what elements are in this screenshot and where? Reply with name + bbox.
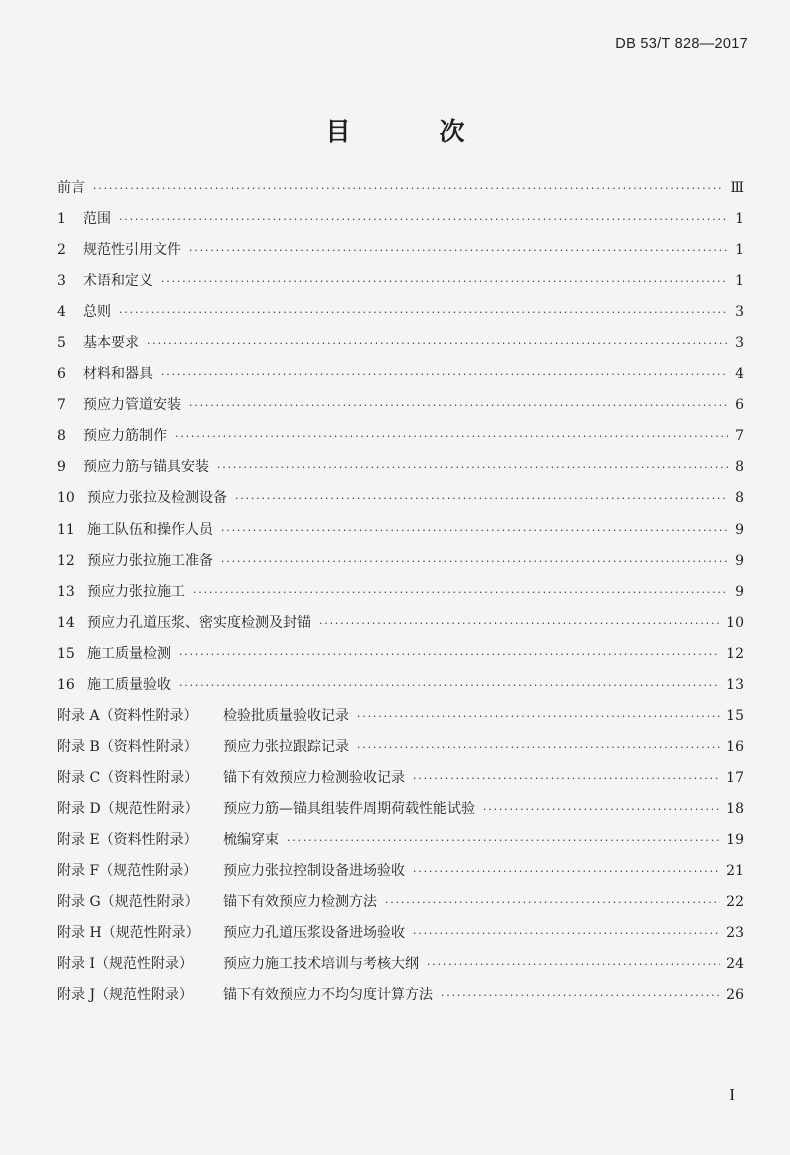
toc-entry-title: 材料和器具 — [83, 366, 153, 383]
toc-entry-page: 3 — [735, 335, 744, 352]
dot-leader — [119, 297, 728, 328]
toc-entry-number: 附录 J（规范性附录） — [57, 987, 194, 1004]
dot-leader — [319, 608, 720, 639]
toc-entry[interactable] — [57, 608, 744, 639]
toc-entry-number: 5 — [57, 335, 66, 352]
toc-entry-title: 预应力筋与锚具安装 — [83, 459, 209, 476]
dot-leader — [93, 173, 724, 204]
toc-entry-number: 15 — [57, 645, 75, 662]
toc-entry-title: 预应力张拉施工准备 — [87, 552, 213, 569]
toc-appendix-entry[interactable] — [57, 856, 744, 887]
toc-entry-title: 范围 — [83, 211, 111, 228]
toc-entry-number: 13 — [57, 583, 75, 600]
toc-entry[interactable] — [57, 670, 744, 701]
toc-entry-number: 6 — [57, 366, 66, 383]
toc-entry-page: 4 — [735, 366, 744, 383]
toc-entry-page: 9 — [735, 583, 744, 600]
toc-appendix-entry[interactable] — [57, 980, 744, 1011]
toc-entry-number: 11 — [57, 521, 75, 538]
toc-entry-page: 12 — [726, 645, 744, 662]
toc-entry-title: 预应力施工技术培训与考核大纲 — [223, 956, 419, 973]
toc-entry[interactable] — [57, 390, 744, 421]
toc-entry-title: 施工质量检测 — [87, 645, 171, 662]
dot-leader — [413, 856, 720, 887]
toc-entry-title: 规范性引用文件 — [83, 242, 181, 259]
standard-code: DB 53/T 828—2017 — [615, 36, 748, 52]
toc-entry-title: 预应力张拉及检测设备 — [87, 490, 227, 507]
dot-leader — [287, 825, 720, 856]
toc-appendix-entry[interactable] — [57, 794, 744, 825]
toc-entry-title: 锚下有效预应力不均匀度计算方法 — [223, 987, 433, 1004]
toc-entry-page: 8 — [735, 459, 744, 476]
toc-entry-page: 22 — [726, 894, 744, 911]
toc-entry-number: 附录 D（规范性附录） — [57, 800, 199, 817]
toc-appendix-entry[interactable] — [57, 701, 744, 732]
toc-entry-page: 9 — [735, 521, 744, 538]
toc-entry-number: 14 — [57, 614, 75, 631]
dot-leader — [189, 390, 728, 421]
dot-leader — [441, 980, 720, 1011]
toc-entry[interactable] — [57, 359, 744, 390]
toc-entry[interactable] — [57, 297, 744, 328]
toc-entry[interactable] — [57, 204, 744, 235]
toc-entry-page: 16 — [726, 738, 744, 755]
toc-appendix-entry[interactable] — [57, 918, 744, 949]
toc-entry-page: 21 — [726, 863, 744, 880]
dot-leader — [235, 483, 728, 514]
toc-appendix-entry[interactable] — [57, 825, 744, 856]
toc-entry-page: 18 — [726, 800, 744, 817]
toc-entry[interactable] — [57, 173, 744, 204]
toc-entry-number: 附录 E（资料性附录） — [57, 831, 198, 848]
toc-appendix-entry[interactable] — [57, 949, 744, 980]
toc-entry-number: 附录 F（规范性附录） — [57, 863, 198, 880]
toc-entry-page: 26 — [726, 987, 744, 1004]
toc-appendix-entry[interactable] — [57, 887, 744, 918]
toc-entry-number: 4 — [57, 304, 66, 321]
toc-entry-title: 施工队伍和操作人员 — [87, 521, 213, 538]
toc-entry-page: 24 — [726, 956, 744, 973]
toc-entry-title: 预应力张拉跟踪记录 — [223, 738, 349, 755]
toc-entry[interactable] — [57, 452, 744, 483]
page-number: I — [729, 1085, 735, 1104]
toc-entry-number: 附录 I（规范性附录） — [57, 956, 193, 973]
toc-entry-page: 6 — [735, 397, 744, 414]
toc-entry-page: 15 — [726, 707, 744, 724]
toc-entry-title: 梳编穿束 — [223, 831, 279, 848]
dot-leader — [483, 794, 720, 825]
dot-leader — [385, 887, 720, 918]
toc-entry-page: 3 — [735, 304, 744, 321]
toc-entry-title: 锚下有效预应力检测方法 — [223, 894, 377, 911]
dot-leader — [221, 546, 728, 577]
toc-entry[interactable] — [57, 483, 744, 514]
toc-entry-title: 前言 — [57, 180, 85, 196]
toc-entry-title: 预应力孔道压浆设备进场验收 — [223, 925, 405, 942]
toc-entry-number: 附录 B（资料性附录） — [57, 738, 198, 755]
toc-appendix-entry[interactable] — [57, 732, 744, 763]
toc-entry-title: 锚下有效预应力检测验收记录 — [223, 769, 405, 786]
toc-entry-title: 预应力张拉施工 — [87, 583, 185, 600]
toc-entry-number: 16 — [57, 676, 75, 693]
dot-leader — [357, 732, 720, 763]
toc-entry[interactable] — [57, 266, 744, 297]
dot-leader — [427, 949, 720, 980]
toc-entry-page: Ⅲ — [730, 180, 744, 196]
toc-entry-number: 10 — [57, 490, 75, 507]
dot-leader — [179, 639, 720, 670]
dot-leader — [357, 701, 720, 732]
toc-entry[interactable] — [57, 639, 744, 670]
dot-leader — [221, 515, 728, 546]
toc-entry[interactable] — [57, 515, 744, 546]
toc-entry-title: 预应力张拉控制设备进场验收 — [223, 863, 405, 880]
toc-entry-page: 19 — [726, 831, 744, 848]
toc-title: 目 次 — [325, 117, 497, 146]
dot-leader — [179, 670, 720, 701]
table-of-contents — [57, 173, 744, 1011]
toc-entry-page: 17 — [726, 769, 744, 786]
toc-appendix-entry[interactable] — [57, 763, 744, 794]
toc-entry-number: 2 — [57, 242, 66, 259]
toc-entry[interactable] — [57, 328, 744, 359]
dot-leader — [217, 452, 728, 483]
toc-entry-title: 施工质量验收 — [87, 676, 171, 693]
toc-entry-number: 7 — [57, 397, 66, 414]
toc-entry[interactable] — [57, 577, 744, 608]
toc-entry-title: 预应力筋—锚具组装件周期荷载性能试验 — [223, 800, 475, 817]
toc-entry-number: 3 — [57, 273, 66, 290]
toc-entry-number: 附录 G（规范性附录） — [57, 894, 199, 911]
toc-entry-page: 1 — [735, 273, 744, 290]
toc-entry-page: 9 — [735, 552, 744, 569]
dot-leader — [119, 204, 728, 235]
dot-leader — [189, 235, 728, 266]
toc-entry-page: 1 — [735, 211, 744, 228]
toc-entry-number: 附录 C（资料性附录） — [57, 769, 199, 786]
toc-entry-number: 1 — [57, 211, 66, 228]
toc-entry-title: 总则 — [83, 304, 111, 321]
toc-entry-page: 7 — [735, 428, 744, 445]
toc-entry[interactable] — [57, 546, 744, 577]
dot-leader — [413, 918, 720, 949]
toc-entry-number: 9 — [57, 459, 66, 476]
toc-entry-page: 10 — [726, 614, 744, 631]
toc-entry-page: 23 — [726, 925, 744, 942]
toc-entry[interactable] — [57, 235, 744, 266]
toc-entry-title: 术语和定义 — [83, 273, 153, 290]
toc-entry-title: 检验批质量验收记录 — [223, 707, 349, 724]
dot-leader — [147, 328, 728, 359]
dot-leader — [161, 266, 728, 297]
toc-entry-page: 13 — [726, 676, 744, 693]
toc-entry-page: 1 — [735, 242, 744, 259]
dot-leader — [161, 359, 728, 390]
toc-entry-number: 12 — [57, 552, 75, 569]
dot-leader — [413, 763, 720, 794]
toc-entry-number: 附录 H（规范性附录） — [57, 925, 200, 942]
toc-entry-number: 附录 A（资料性附录） — [57, 707, 198, 724]
toc-entry-page: 8 — [735, 490, 744, 507]
toc-entry[interactable] — [57, 421, 744, 452]
toc-entry-title: 基本要求 — [83, 335, 139, 352]
toc-entry-number: 8 — [57, 428, 66, 445]
toc-entry-title: 预应力管道安装 — [83, 397, 181, 414]
toc-entry-title: 预应力孔道压浆、密实度检测及封锚 — [87, 614, 311, 631]
dot-leader — [175, 421, 728, 452]
toc-entry-title: 预应力筋制作 — [83, 428, 167, 445]
dot-leader — [193, 577, 728, 608]
